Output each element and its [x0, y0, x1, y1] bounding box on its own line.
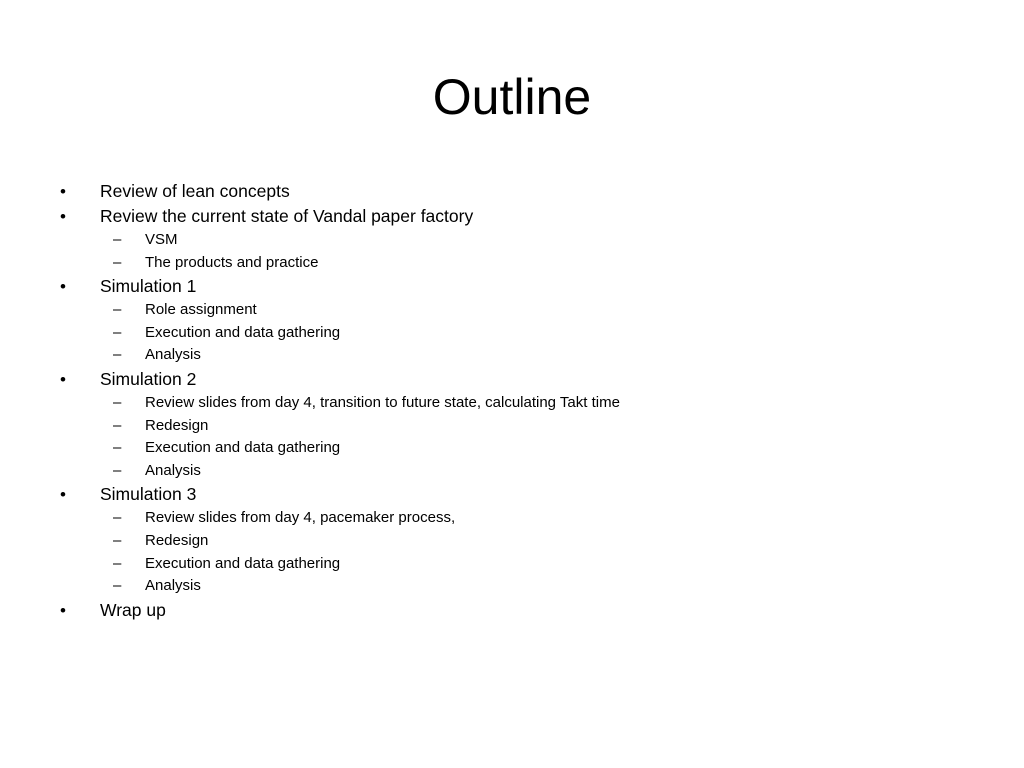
outline-item	[0, 367, 1024, 392]
dash-icon: –	[113, 554, 122, 572]
outline-subitem-label: Analysis	[145, 346, 201, 364]
outline-subitem	[0, 322, 1024, 345]
outline-item	[0, 598, 1024, 623]
outline-subitem	[0, 575, 1024, 598]
bullet-icon: •	[60, 485, 66, 505]
outline-item-label: Simulation 1	[100, 276, 197, 297]
outline-subitem-label: Execution and data gathering	[145, 554, 341, 572]
outline-item-label: Simulation 2	[100, 368, 197, 389]
outline-subitem	[0, 530, 1024, 553]
bullet-icon: •	[60, 182, 66, 201]
outline-subitem	[0, 229, 1024, 252]
dash-icon: –	[113, 253, 122, 271]
outline-item	[0, 482, 1024, 507]
outline-subitem	[0, 437, 1024, 460]
dash-icon: –	[113, 323, 122, 341]
slide-title: Outline	[432, 69, 592, 125]
outline-subitem	[0, 553, 1024, 576]
dash-icon: –	[113, 231, 122, 248]
bullet-icon: •	[60, 277, 66, 297]
outline-item	[0, 274, 1024, 299]
dash-icon: –	[113, 301, 122, 319]
outline-subitem-label: The products and practice	[145, 253, 319, 271]
outline-subitem	[0, 507, 1024, 530]
outline-subitem-label: Redesign	[145, 531, 209, 549]
outline-subitem	[0, 392, 1024, 415]
outline-item-label: Wrap up	[100, 599, 166, 620]
outline-subitem-label: Role assignment	[145, 301, 257, 319]
outline-subitem-label: Analysis	[145, 461, 201, 479]
outline-subitem-label: Execution and data gathering	[145, 439, 341, 457]
dash-icon: –	[113, 509, 122, 527]
dash-icon: –	[113, 461, 122, 479]
dash-icon: –	[113, 577, 122, 595]
outline-item-label: Review of lean concepts	[100, 181, 290, 201]
bullet-icon: •	[60, 207, 66, 226]
outline-subitem-label: Execution and data gathering	[145, 323, 341, 341]
outline-subitem-label: Review slides from day 4, pacemaker process,	[145, 509, 456, 527]
dash-icon: –	[113, 416, 122, 434]
dash-icon: –	[113, 439, 122, 457]
outline-subitem-label: Review slides from day 4, transition to future state, calculating Takt time	[145, 393, 620, 411]
outline-subitem	[0, 299, 1024, 322]
outline-subitem	[0, 252, 1024, 275]
outline-item	[0, 204, 1024, 229]
dash-icon: –	[113, 346, 122, 364]
outline-item-label: Review the current state of Vandal paper factory	[100, 206, 474, 226]
dash-icon: –	[113, 393, 122, 411]
bullet-icon: •	[60, 600, 66, 620]
outline-list	[0, 179, 1024, 623]
bullet-icon: •	[60, 369, 66, 389]
outline-subitem-label: VSM	[145, 231, 178, 248]
outline-subitem-label: Analysis	[145, 577, 201, 595]
outline-subitem	[0, 344, 1024, 367]
outline-subitem-label: Redesign	[145, 416, 209, 434]
outline-subitem	[0, 460, 1024, 483]
outline-subitem	[0, 415, 1024, 438]
outline-item-label: Simulation 3	[100, 484, 197, 505]
outline-item	[0, 179, 1024, 204]
dash-icon: –	[113, 531, 122, 549]
